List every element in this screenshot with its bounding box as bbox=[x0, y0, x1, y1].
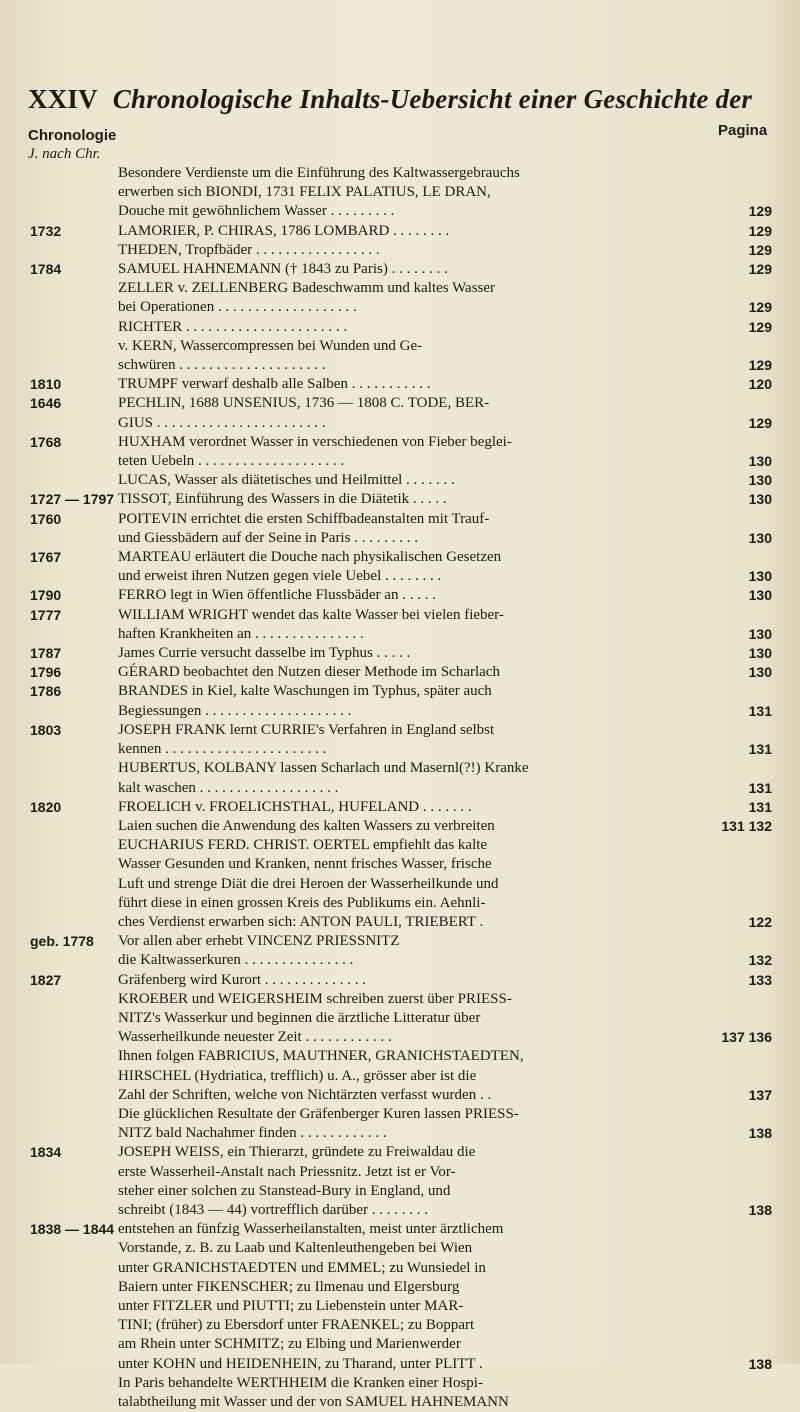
era-subheading: J. nach Chr. bbox=[28, 146, 101, 162]
entry-year: 1810 bbox=[30, 376, 62, 393]
entry-text: Gräfenberg wird Kurort . . . . . . . . . . . . . . bbox=[118, 971, 367, 988]
entry-text: Besondere Verdienste um die Einführung des Kaltwassergebrauchs erwerben sich BIONDI, 1731 FELIX PALATIUS, LE DRAN, Douche mit gewöhnlichem Wasser . . . . . . . . . bbox=[118, 165, 520, 220]
entry-page-number: 132 bbox=[748, 952, 772, 969]
entry-page-number: 131 bbox=[748, 702, 772, 719]
chronology-entry bbox=[0, 318, 800, 337]
entry-page-number: 137 bbox=[748, 1086, 772, 1103]
entry-page-number: 138 bbox=[748, 1201, 772, 1218]
chronology-entry bbox=[0, 721, 800, 759]
page-number: XXIV bbox=[28, 84, 98, 114]
entry-page-number: 129 bbox=[748, 203, 772, 220]
entry-text: BRANDES in Kiel, kalte Waschungen im Typhus, später auch Begiessungen . . . . . . . . . . . . . . . . . . . . bbox=[118, 683, 492, 719]
entry-text: Laien suchen die Anwendung des kalten Wassers zu verbreiten bbox=[118, 817, 495, 834]
entry-page-number: 138 bbox=[748, 1125, 772, 1142]
entry-year: 1803 bbox=[30, 721, 62, 738]
entry-year: 1796 bbox=[30, 664, 62, 681]
entry-text: PECHLIN, 1688 UNSENIUS, 1736 — 1808 C. TODE, BER- GIUS . . . . . . . . . . . . . . . . . . . . . . . bbox=[118, 395, 490, 431]
entry-page-number: 130 bbox=[748, 587, 772, 604]
entry-text: Vor allen aber erhebt VINCENZ PRIESSNITZ die Kaltwasserkuren . . . . . . . . . . . . . . . bbox=[118, 933, 400, 969]
entry-page-number: 131 bbox=[748, 779, 772, 796]
chronology-entry bbox=[0, 606, 800, 644]
chronology-entry bbox=[0, 337, 800, 375]
entry-year: 1827 bbox=[30, 971, 62, 988]
chronology-entry bbox=[0, 1143, 800, 1220]
entry-text: TRUMPF verwarf deshalb alle Salben . . . . . . . . . . . bbox=[118, 376, 431, 393]
entry-page-number: 130 bbox=[748, 491, 772, 508]
page-title: Chronologische Inhalts-Uebersicht einer Geschichte der bbox=[112, 84, 753, 114]
entry-page-number: 133 bbox=[748, 971, 772, 988]
chronology-entry bbox=[0, 222, 800, 241]
entry-page-number: 129 bbox=[748, 222, 772, 239]
entry-year: 1790 bbox=[30, 587, 62, 604]
chronology-entry bbox=[0, 394, 800, 432]
entry-text: MARTEAU erläutert die Douche nach physikalischen Gesetzen und erweist ihren Nutzen gegen viele Uebel . . . . . . . . bbox=[118, 549, 502, 585]
chronology-entry bbox=[0, 1374, 800, 1412]
entry-text: LUCAS, Wasser als diätetisches und Heilmittel . . . . . . . bbox=[118, 472, 455, 489]
entry-year: 1767 bbox=[30, 549, 62, 566]
entry-year: 1768 bbox=[30, 433, 62, 450]
chronology-entry bbox=[0, 932, 800, 970]
entry-page-number: 129 bbox=[748, 261, 772, 278]
column-heading-chronologie: Chronologie bbox=[28, 127, 117, 144]
chronology-entry bbox=[0, 471, 800, 490]
entry-text: FERRO legt in Wien öffentliche Flussbäder an . . . . . bbox=[118, 587, 436, 604]
chronology-entry bbox=[0, 798, 800, 817]
entry-year: 1787 bbox=[30, 645, 62, 662]
column-heading-pagina: Pagina bbox=[718, 122, 768, 139]
chronology-entry bbox=[0, 241, 800, 260]
chronology-entry bbox=[0, 433, 800, 471]
entry-page-number: 129 bbox=[748, 241, 772, 258]
entry-page-number: 138 bbox=[748, 1355, 772, 1372]
entry-text: GÉRARD beobachtet den Nutzen dieser Methode im Scharlach bbox=[118, 664, 500, 681]
entry-text: POITEVIN errichtet die ersten Schiffbadeanstalten mit Trauf- und Giessbädern auf der Seine in Paris . . . . . . . . . bbox=[118, 510, 490, 546]
entry-page-number: 129 bbox=[748, 357, 772, 374]
chronology-entry bbox=[0, 260, 800, 279]
entry-text: FROELICH v. FROELICHSTHAL, HUFELAND . . . . . . . bbox=[118, 798, 472, 815]
entry-text: Die glücklichen Resultate der Gräfenberger Kuren lassen PRIESS- NITZ bald Nachahmer finden . . . . . . . . . . . . bbox=[118, 1105, 519, 1142]
entry-page-number: 137 136 bbox=[721, 1029, 772, 1046]
chronology-entry bbox=[0, 1220, 800, 1374]
entry-text: In Paris behandelte WERTHHEIM die Kranken einer Hospi- talabtheilung mit Wasser und der von SAMUEL HAHNEMANN bbox=[118, 1374, 509, 1410]
entry-year: 1838 — 1844 bbox=[30, 1221, 115, 1238]
chronology-entry bbox=[0, 1105, 800, 1143]
chronology-entry bbox=[0, 548, 800, 586]
chronology-entry bbox=[0, 586, 800, 605]
entry-text: HUXHAM verordnet Wasser in verschiedenen von Fieber beglei- teten Uebeln . . . . . . . . . . . . . . . . . . . . bbox=[118, 433, 512, 470]
chronology-entry bbox=[0, 644, 800, 663]
entry-text: RICHTER . . . . . . . . . . . . . . . . . . . . . . bbox=[118, 318, 348, 335]
page-header bbox=[28, 84, 788, 115]
entry-page-number: 130 bbox=[748, 453, 772, 470]
entry-text: THEDEN, Tropfbäder . . . . . . . . . . . . . . . . . bbox=[118, 241, 380, 258]
chronology-entry bbox=[0, 279, 800, 317]
chronology-list bbox=[0, 164, 800, 1412]
entry-text: entstehen an fünfzig Wasserheilanstalten, meist unter ärztlichem Vorstande, z. B. zu Laab und Kaltenleuthengeben bei Wien unter GRANICHSTAEDTEN und EMMEL; zu Wunsiedel in Baiern unter FIKENSCHER; zu Ilmenau und Elgersburg unter FITZLER und PIUTTI; zu Liebenstein unter MAR- TINI; (früher) zu Ebersdorf unter FRAENKEL; zu Boppart am Rhein unter SCHMITZ; zu Elbing und Marienwerder unter KOHN und HEIDENHEIN, zu Tharand, unter PLITT . bbox=[118, 1221, 504, 1372]
entry-year: 1727 — 1797 bbox=[30, 491, 115, 508]
entry-page-number: 130 bbox=[748, 625, 772, 642]
entry-year: 1646 bbox=[30, 395, 62, 412]
chronology-entry bbox=[0, 1047, 800, 1105]
entry-text: v. KERN, Wassercompressen bei Wunden und Ge- schwüren . . . . . . . . . . . . . . . . . . . . bbox=[118, 337, 423, 374]
entry-page-number: 131 bbox=[748, 741, 772, 758]
chronology-entry bbox=[0, 682, 800, 720]
entry-page-number: 129 bbox=[748, 299, 772, 316]
chronology-entry bbox=[0, 759, 800, 797]
chronology-entry bbox=[0, 510, 800, 548]
entry-page-number: 131 132 bbox=[721, 817, 772, 834]
entry-page-number: 130 bbox=[748, 664, 772, 681]
entry-page-number: 129 bbox=[748, 414, 772, 431]
entry-text: SAMUEL HAHNEMANN († 1843 zu Paris) . . . . . . . . bbox=[118, 261, 448, 278]
chronology-entry bbox=[0, 663, 800, 682]
entry-page-number: 129 bbox=[748, 318, 772, 335]
entry-year: 1732 bbox=[30, 222, 62, 239]
entry-text: TISSOT, Einführung des Wassers in die Diätetik . . . . . bbox=[118, 491, 447, 508]
entry-page-number: 130 bbox=[748, 529, 772, 546]
entry-page-number: 130 bbox=[748, 645, 772, 662]
chronology-entry bbox=[0, 375, 800, 394]
entry-year: 1777 bbox=[30, 606, 62, 623]
chronology-entry bbox=[0, 490, 800, 509]
entry-year: 1820 bbox=[30, 798, 62, 815]
entry-text: LAMORIER, P. CHIRAS, 1786 LOMBARD . . . . . . . . bbox=[118, 222, 450, 239]
entry-year: geb. 1778 bbox=[30, 933, 94, 950]
entry-year: 1834 bbox=[30, 1144, 62, 1161]
entry-text: ZELLER v. ZELLENBERG Badeschwamm und kaltes Wasser bei Operationen . . . . . . . . . . . . . . . . . . . bbox=[118, 280, 496, 316]
entry-text: JOSEPH WEISS, ein Thierarzt, gründete zu Freiwaldau die erste Wasserheil-Anstalt nach Priessnitz. Jetzt ist er Vor- steher einer solchen zu Stanstead-Bury in England, und schreibt (1843 — 44) vortrefflich darüber . . . . . . . . bbox=[118, 1144, 476, 1218]
entry-text: JOSEPH FRANK lernt CURRIE's Verfahren in England selbst kennen . . . . . . . . . . . . . . . . . . . . . . bbox=[118, 721, 495, 758]
chronology-entry bbox=[0, 990, 800, 1048]
entry-year: 1786 bbox=[30, 683, 62, 700]
entry-year: 1760 bbox=[30, 510, 62, 527]
entry-text: KROEBER und WEIGERSHEIM schreiben zuerst über PRIESS- NITZ's Wasserkur und beginnen die ärztliche Litteratur über Wasserheilkunde neuester Zeit . . . . . . . . . . . . bbox=[118, 990, 512, 1046]
entry-page-number: 131 bbox=[748, 798, 772, 815]
chronology-entry bbox=[0, 164, 800, 222]
entry-text: HUBERTUS, KOLBANY lassen Scharlach und Masernl(?!) Kranke kalt waschen . . . . . . . . . . . . . . . . . . . bbox=[118, 760, 529, 796]
entry-year: 1784 bbox=[30, 261, 62, 278]
entry-text: WILLIAM WRIGHT wendet das kalte Wasser bei vielen fieber- haften Krankheiten an . . . . . . . . . . . . . . . bbox=[118, 606, 504, 642]
entry-text: James Currie versucht dasselbe im Typhus . . . . . bbox=[118, 645, 411, 662]
entry-text: Ihnen folgen FABRICIUS, MAUTHNER, GRANICHSTAEDTEN, HIRSCHEL (Hydriatica, trefflich) u. A., grösser aber ist die Zahl der Schriften, welche von Nichtärzten verfasst wurden . . bbox=[118, 1048, 524, 1103]
chronology-entry bbox=[0, 971, 800, 990]
chronology-entry bbox=[0, 836, 800, 932]
entry-page-number: 130 bbox=[748, 568, 772, 585]
entry-page-number: 120 bbox=[748, 376, 772, 393]
entry-page-number: 130 bbox=[748, 472, 772, 489]
entry-text: EUCHARIUS FERD. CHRIST. OERTEL empfiehlt das kalte Wasser Gesunden und Kranken, nennt frisches Wasser, frische Luft und strenge Diät die drei Heroen der Wasserheilkunde und führt diese in einen grossen Kreis des Publikums ein. Aehnli- ches Verdienst erwarben sich: ANTON PAULI, TRIEBERT . bbox=[118, 837, 499, 930]
entry-page-number: 122 bbox=[748, 913, 772, 930]
chronology-entry bbox=[0, 817, 800, 836]
